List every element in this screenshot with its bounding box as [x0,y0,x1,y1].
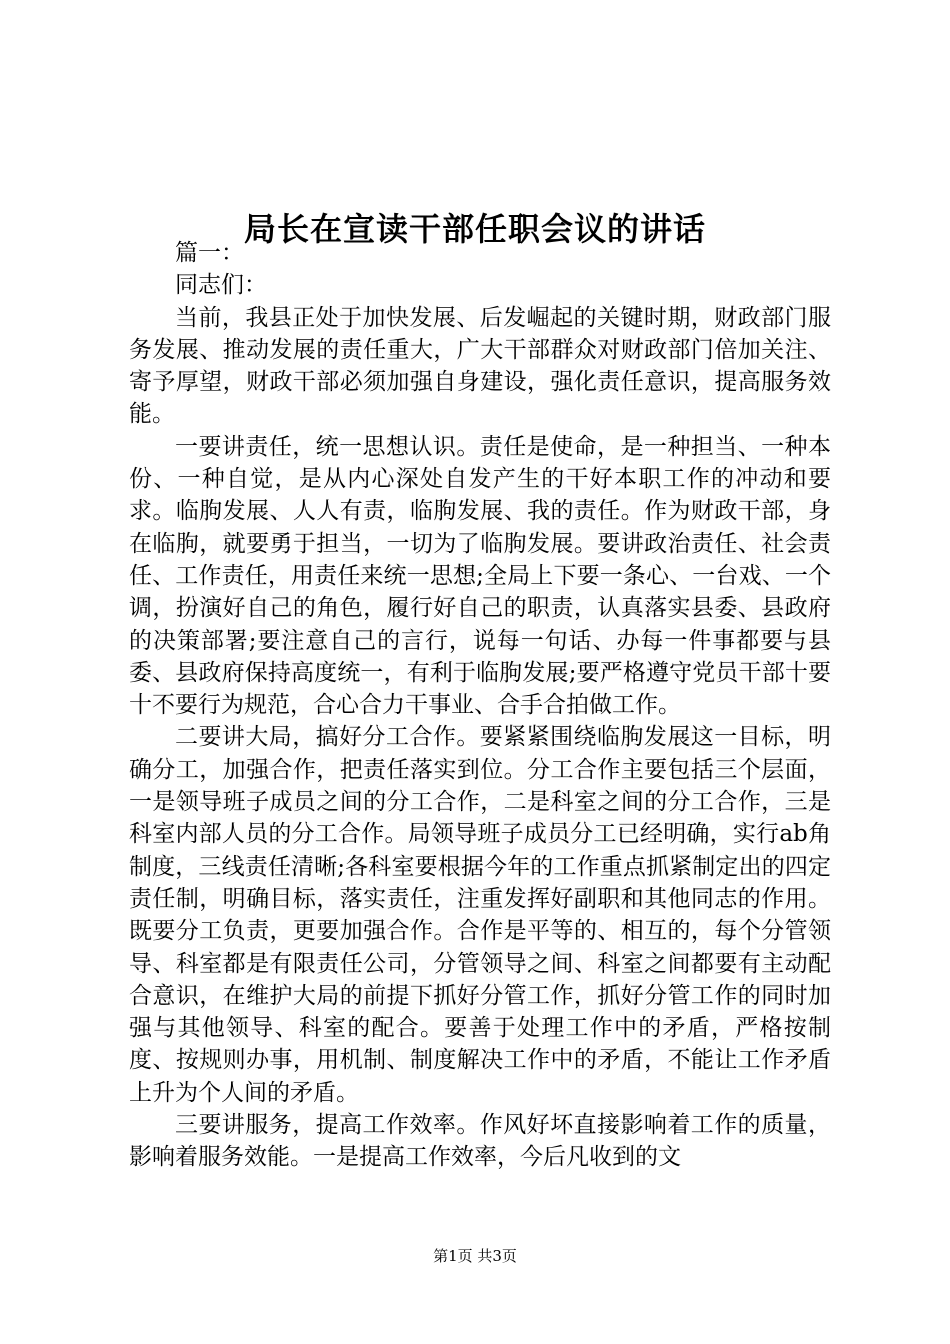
paragraph: 篇一： [175,240,244,266]
paragraph: 一要讲责任，统一思想认识。责任是使命，是一种担当、一种本份、一种自觉，是从内心深处自发产生的干好本职工作的冲动和要求。临朐发展、人人有责，临朐发展、我的责任。作为财政干部，身在临朐，就要勇于担当，一切为了临朐发展。要讲政治责任、社会责任、工作责任，用责任来统一思想;全局上下要一条心、一台戏、一个调，扮演好自己的角色，履行好自己的职责，认真落实县委、县政府的决策部署;要注意自己的言行，说每一句话、办每一件事都要与县委、县政府保持高度统一，有利于临朐发展;要严格遵守党员干部十要十不要行为规范，合心合力干事业、合手合拍做工作。 [129,433,831,719]
document-body [129,237,831,1174]
paragraph: 三要讲服务，提高工作效率。作风好坏直接影响着工作的质量，影响着服务效能。一是提高工作效率，今后凡收到的文 [129,1112,831,1171]
paragraph: 当前，我县正处于加快发展、后发崛起的关键时期，财政部门服务发展、推动发展的责任重大，广大干部群众对财政部门倍加关注、寄予厚望，财政干部必须加强自身建设，强化责任意识，提高服务效能。 [129,304,831,428]
page-title: 局长在宣读干部任职会议的讲话 [243,210,706,249]
paragraph: 二要讲大局，搞好分工合作。要紧紧围绕临朐发展这一目标，明确分工，加强合作，把责任落实到位。分工合作主要包括三个层面，一是领导班子成员之间的分工合作，二是科室之间的分工合作，三是科室内部人员的分工合作。局领导班子成员分工已经明确，实行ab角制度，三线责任清晰;各科室要根据今年的工作重点抓紧制定出的四定责任制，明确目标，落实责任，注重发挥好副职和其他同志的作用。既要分工负责，更要加强合作。合作是平等的、相互的，每个分管领导、科室都是有限责任公司，分管领导之间、科室之间都要有主动配合意识，在维护大局的前提下抓好分管工作，抓好分管工作的同时加强与其他领导、科室的配合。要善于处理工作中的矛盾，严格按制度、按规则办事，用机制、制度解决工作中的矛盾，不能让工作矛盾上升为个人间的矛盾。 [129,724,831,1106]
page-number-footer: 第1页 共3页 [433,1247,517,1265]
paragraph: 同志们： [175,272,267,299]
